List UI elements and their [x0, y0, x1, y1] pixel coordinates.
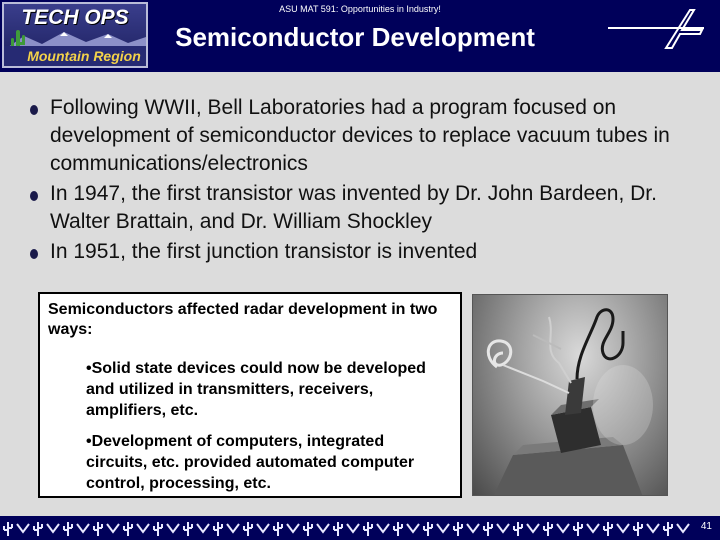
- slide-footer: [0, 516, 720, 540]
- round-bullet-icon: [30, 191, 38, 201]
- footer-motif: [214, 522, 239, 536]
- footer-motif: [364, 522, 389, 536]
- footer-motif: [484, 522, 509, 536]
- bullet-text: Following WWII, Bell Laboratories had a program focused on development of semiconductor devices to replace vacuum tubes in communications/electronics: [50, 96, 670, 175]
- bullet-item: [30, 180, 710, 236]
- radar-impact-box: [38, 292, 462, 498]
- footer-motif: [154, 522, 179, 536]
- footer-motif: [34, 522, 59, 536]
- footer-motif: [334, 522, 359, 536]
- slide-header: [0, 0, 720, 72]
- footer-motif: [64, 522, 89, 536]
- bullet-text: In 1947, the first transistor was invented by Dr. John Bardeen, Dr. Walter Brattain, and Dr. William Shockley: [50, 182, 657, 233]
- footer-motif: [574, 522, 599, 536]
- bullet-list: [30, 94, 710, 268]
- box-list-item: •Solid state devices could now be developed and utilized in transmitters, receivers, amplifiers, etc.: [86, 360, 426, 419]
- logo-title: TECH OPS: [21, 6, 129, 29]
- footer-motif: [304, 522, 329, 536]
- round-bullet-icon: [30, 105, 38, 115]
- footer-motif: [544, 522, 569, 536]
- footer-motif: [184, 522, 209, 536]
- aircraft-logo-icon: [604, 6, 714, 52]
- bullet-item: [30, 238, 710, 266]
- footer-motif: [514, 522, 539, 536]
- page-number: 41: [700, 521, 712, 532]
- page-title: Semiconductor Development: [175, 22, 535, 52]
- tech-ops-logo: [2, 2, 148, 68]
- footer-motif: [94, 522, 119, 536]
- footer-motif: [664, 522, 689, 536]
- footer-motif: [274, 522, 299, 536]
- bullet-item: [30, 94, 710, 178]
- bullet-text: In 1951, the first junction transistor is invented: [50, 240, 478, 263]
- cactus-pattern-icon: [0, 518, 690, 538]
- course-label: ASU MAT 591: Opportunities in Industry!: [279, 4, 441, 14]
- footer-motif: [394, 522, 419, 536]
- footer-motif: [454, 522, 479, 536]
- footer-motif: [244, 522, 269, 536]
- box-list-item: •Development of computers, integrated circuits, etc. provided automated computer control, processing, etc.: [86, 433, 415, 492]
- footer-motif: [424, 522, 449, 536]
- box-heading: Semiconductors affected radar development in two ways:: [48, 301, 438, 338]
- logo-subtitle: Mountain Region: [4, 46, 146, 66]
- round-bullet-icon: [30, 249, 38, 259]
- footer-motif: [634, 522, 659, 536]
- footer-motif: [4, 522, 29, 536]
- footer-motif: [604, 522, 629, 536]
- transistor-photo: [472, 294, 668, 496]
- footer-motif: [124, 522, 149, 536]
